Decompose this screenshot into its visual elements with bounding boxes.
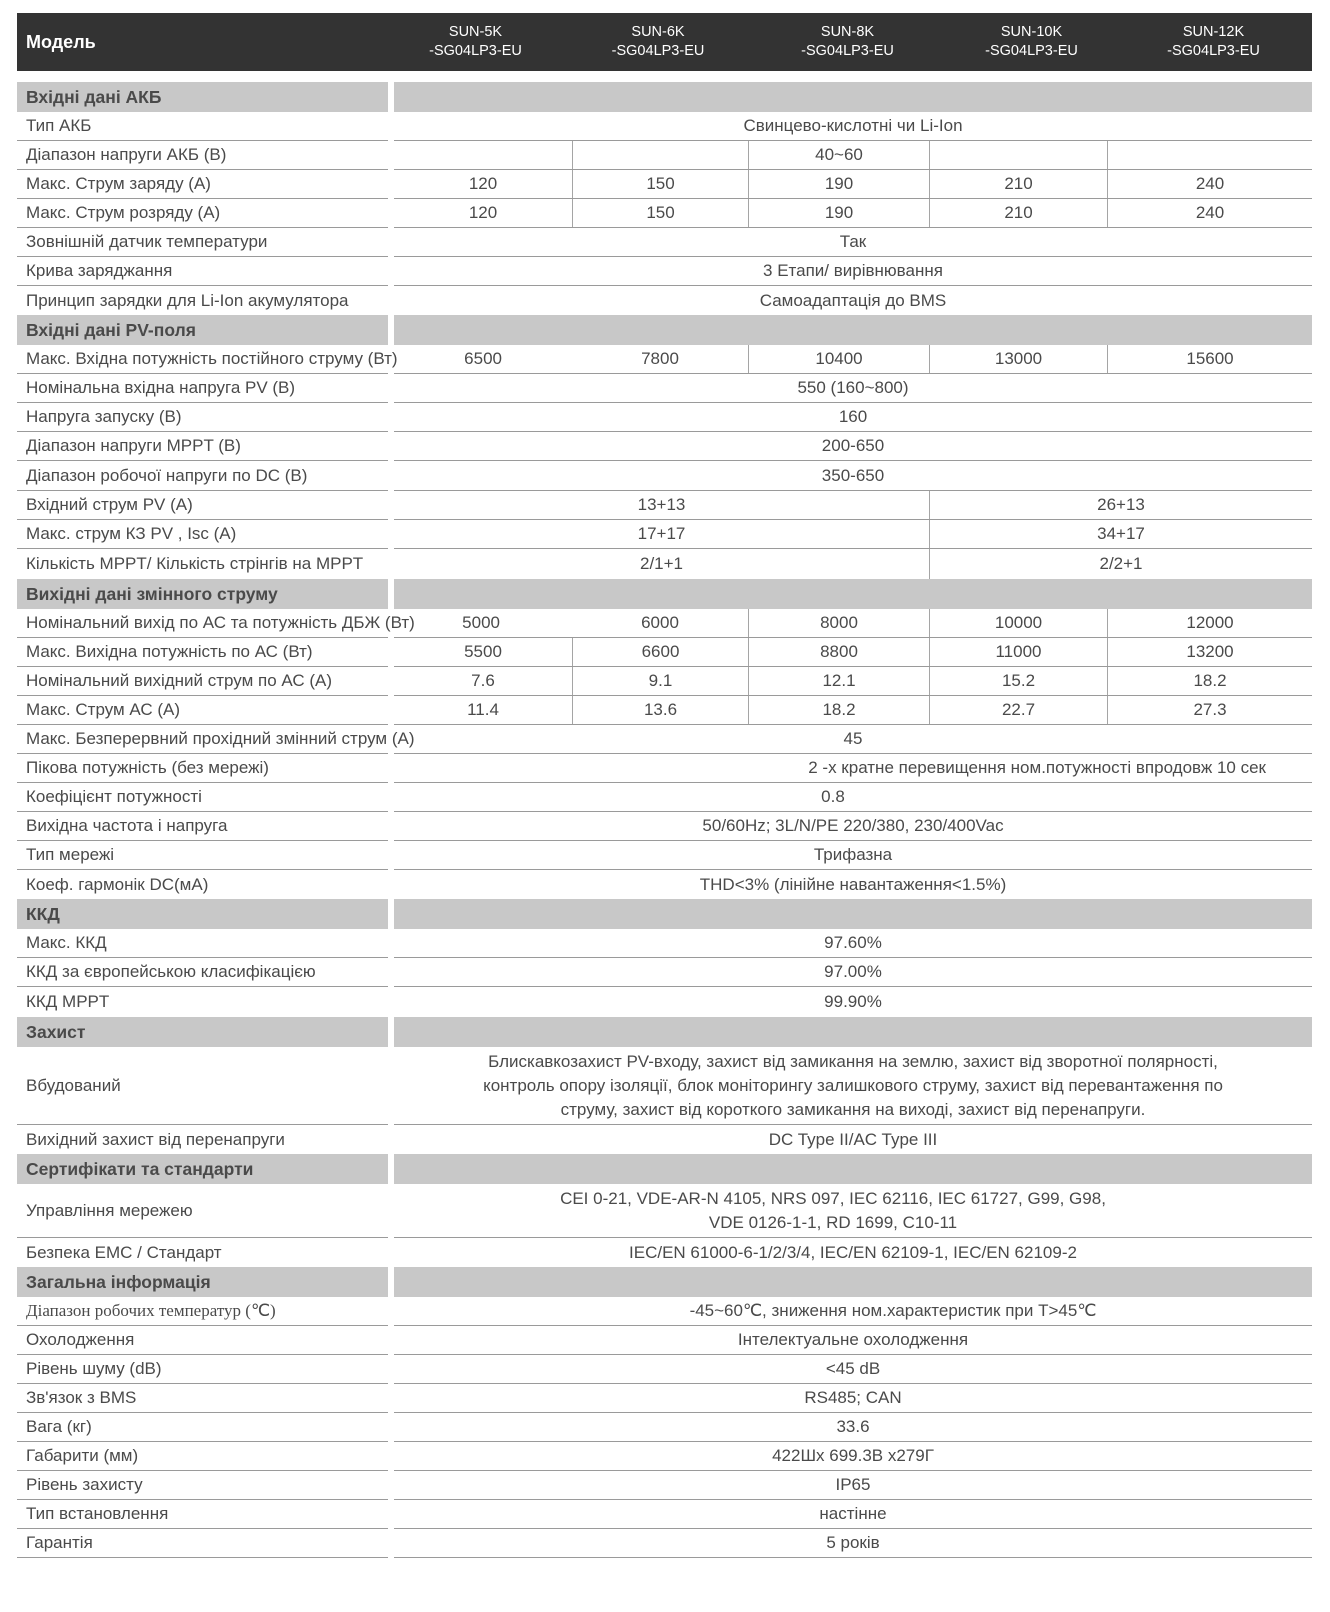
model-suffix: -SG04LP3-EU	[801, 43, 894, 59]
row-value	[394, 1047, 1312, 1124]
row-value: Трифазна	[813, 845, 893, 864]
row-label: Рівень захисту	[17, 1471, 388, 1500]
table-row	[17, 403, 1312, 432]
header-model-label: Модель	[26, 31, 96, 52]
row-label: Напруга запуску (В)	[17, 403, 388, 432]
table-row	[17, 345, 1312, 374]
row-value: 120	[468, 203, 498, 222]
table-row	[17, 461, 1312, 491]
row-value: 11000	[929, 638, 1107, 666]
row-value: 10000	[929, 609, 1107, 637]
table-row	[17, 783, 1312, 812]
section-title: Вихідні дані змінного струму	[17, 579, 388, 609]
row-label: Гарантія	[17, 1529, 388, 1558]
row-value: 422Шx 699.3В x279Г	[772, 1446, 934, 1465]
row-label: Коеф. гармонік DC(мА)	[26, 874, 209, 894]
table-row	[17, 1125, 1312, 1154]
model-column-5k	[382, 23, 569, 61]
table-row	[17, 929, 1312, 958]
row-value: IP65	[835, 1475, 871, 1494]
row-value: 190	[748, 199, 929, 227]
table-row	[17, 520, 1312, 549]
row-value: 12000	[1107, 609, 1312, 637]
row-label: Тип мережі	[17, 841, 388, 870]
section-header-pv	[17, 315, 1312, 345]
row-value: 97.60%	[824, 933, 882, 952]
row-value: 15.2	[929, 667, 1107, 695]
row-value: 550 (160~800)	[797, 378, 909, 397]
model-name: SUN-8K	[820, 24, 875, 40]
row-value: 34+17	[929, 520, 1312, 548]
model-name: SUN-12K	[1182, 24, 1245, 40]
row-value: 40~60	[748, 141, 929, 169]
model-name: SUN-5K	[448, 24, 503, 40]
row-value: 240	[1107, 199, 1312, 227]
row-value: 5 років	[826, 1533, 880, 1552]
row-label: Зв'язок з BMS	[17, 1384, 388, 1413]
row-value: 50/60Hz; 3L/N/PE 220/380, 230/400Vac	[702, 816, 1004, 835]
row-label: Принцип зарядки для Li-Ion акумулятора	[26, 290, 349, 310]
row-label: Макс. Струм розряду (А)	[17, 199, 388, 228]
table-row	[17, 1238, 1312, 1267]
row-label: Управління мережею	[17, 1184, 388, 1238]
section-header-protection	[17, 1017, 1312, 1047]
section-title: Сертифікати та стандарти	[17, 1154, 388, 1184]
row-value: Свинцево-кислотні чи Li-Ion	[743, 116, 963, 135]
table-row	[17, 725, 1312, 754]
row-label: Крива заряджання	[17, 257, 388, 286]
section-header-certificates	[17, 1154, 1312, 1184]
row-value: 150	[572, 170, 748, 198]
row-value: -45~60℃, зниження ном.характеристик при T>45℃	[689, 1301, 1097, 1320]
model-column-8k	[747, 23, 948, 61]
row-label: Макс. струм КЗ PV , Isc (А)	[17, 520, 388, 549]
row-value: IEC/EN 61000-6-1/2/3/4, IEC/EN 62109-1, IEC/EN 62109-2	[629, 1242, 1077, 1262]
table-row	[17, 1047, 1312, 1125]
table-row	[17, 1355, 1312, 1384]
row-value: 15600	[1107, 345, 1312, 373]
table-row	[17, 841, 1312, 870]
row-label: ККД MPPT	[26, 992, 110, 1011]
section-title: Вхідні дані PV-поля	[17, 315, 388, 345]
row-label: Кількість MPPT/ Кількість стрінгів на MPPT	[26, 554, 364, 573]
section-title: Загальна інформація	[17, 1267, 388, 1297]
row-value: 6000	[641, 613, 679, 632]
row-value: настінне	[819, 1504, 887, 1523]
row-value: 99.90%	[824, 992, 882, 1011]
row-label: Вхідний струм PV (А)	[17, 491, 388, 520]
table-row	[17, 549, 1312, 579]
row-value: 27.3	[1107, 696, 1312, 724]
row-label: Діапазон робочої напруги по DC (В)	[17, 461, 388, 491]
row-value: RS485; CAN	[804, 1388, 902, 1407]
row-label: Зовнішній датчик температури	[17, 228, 388, 257]
table-row	[17, 1471, 1312, 1500]
row-value: 11.4	[467, 700, 499, 719]
row-value: 150	[572, 199, 748, 227]
section-header-general	[17, 1267, 1312, 1297]
row-value: 18.2	[748, 696, 929, 724]
row-value: 7800	[641, 349, 679, 368]
row-value: 5500	[464, 642, 502, 661]
row-value: <45 dB	[825, 1359, 881, 1378]
row-value: 120	[468, 174, 498, 193]
table-row	[17, 257, 1312, 286]
row-label: Макс. Безперервний прохідний змінний струм (А)	[17, 725, 388, 754]
row-value: 22.7	[929, 696, 1107, 724]
row-label: Макс. Вихідна потужність по АС (Вт)	[17, 638, 388, 667]
section-header-ac	[17, 579, 1312, 609]
table-row	[17, 1500, 1312, 1529]
row-label: Номінальна вхідна напруга PV (В)	[17, 374, 388, 403]
row-label: Безпека ЕМС / Стандарт	[26, 1242, 222, 1262]
table-row	[17, 958, 1312, 987]
table-row	[17, 1384, 1312, 1413]
value-line: VDE 0126-1-1, RD 1699, C10-11	[708, 1212, 958, 1232]
model-suffix: -SG04LP3-EU	[1167, 43, 1260, 59]
row-value: Самоадаптація до BMS	[759, 290, 947, 310]
row-label: Габарити (мм)	[17, 1442, 388, 1471]
table-row	[17, 286, 1312, 315]
table-row	[17, 112, 1312, 141]
row-value: 160	[838, 407, 868, 426]
table-row	[17, 1297, 1312, 1326]
table-row	[17, 812, 1312, 841]
table-row	[17, 667, 1312, 696]
model-name: SUN-10K	[1000, 24, 1063, 40]
row-label: Діапазон напруги MPPT (В)	[17, 432, 388, 461]
section-title: Захист	[17, 1017, 388, 1047]
row-value: 97.00%	[824, 962, 882, 981]
model-name: SUN-6K	[631, 24, 685, 40]
spec-table	[17, 13, 1312, 1558]
row-value: 6500	[464, 349, 502, 368]
model-suffix: -SG04LP3-EU	[985, 43, 1078, 59]
row-value: 6600	[572, 638, 748, 666]
row-label: Макс. Вхідна потужність постійного струму (Вт)	[17, 345, 388, 374]
section-header-battery	[17, 82, 1312, 112]
row-value: 7.6	[471, 671, 495, 690]
row-value: 200-650	[821, 436, 885, 455]
row-value: 8800	[748, 638, 929, 666]
row-label: Вага (кг)	[17, 1413, 388, 1442]
row-value: 240	[1107, 170, 1312, 198]
section-title: ККД	[17, 899, 388, 929]
row-value: 190	[748, 170, 929, 198]
row-label: Вихідна частота і напруга	[17, 812, 388, 841]
row-value: 13000	[929, 345, 1107, 373]
row-value: 210	[929, 199, 1107, 227]
table-row	[17, 1326, 1312, 1355]
row-value: 3 Етапи/ вирівнювання	[763, 261, 943, 280]
section-header-efficiency	[17, 899, 1312, 929]
model-suffix: -SG04LP3-EU	[429, 43, 522, 59]
row-value: 2/1+1	[639, 554, 683, 573]
row-value: 26+13	[929, 491, 1312, 519]
row-label: Макс. Струм АС (А)	[17, 696, 388, 725]
row-label: Коефіцієнт потужності	[17, 783, 388, 812]
table-row	[17, 696, 1312, 725]
table-row	[17, 987, 1312, 1017]
row-label: Вихідний захист від перенапруги	[26, 1129, 285, 1149]
row-value	[394, 1184, 1312, 1237]
table-row	[17, 170, 1312, 199]
row-value: 45	[843, 729, 863, 748]
table-row	[17, 374, 1312, 403]
row-label: Рівень шуму (dB)	[17, 1355, 388, 1384]
row-value: 33.6	[836, 1417, 870, 1436]
row-value: 8000	[748, 609, 929, 637]
value-line: CEI 0-21, VDE-AR-N 4105, NRS 097, IEC 62116, IEC 61727, G99, G98,	[560, 1188, 1106, 1208]
row-label: Діапазон напруги АКБ (В)	[17, 141, 388, 170]
value-line: контроль опору ізоляції, блок моніторингу залишкового струму, захист від перевантаження по	[483, 1075, 1223, 1095]
row-label: Пікова потужність (без мережі)	[17, 754, 388, 783]
row-value: 17+17	[637, 524, 686, 543]
table-row	[17, 1529, 1312, 1558]
model-suffix: -SG04LP3-EU	[611, 43, 705, 59]
model-column-10k	[948, 23, 1115, 61]
table-row	[17, 609, 1312, 638]
row-label: Номінальний вихід по АС та потужність ДБЖ (Вт)	[17, 609, 388, 638]
row-value: 10400	[748, 345, 929, 373]
row-label: Охолодження	[17, 1326, 388, 1355]
table-header	[17, 13, 1312, 71]
table-row	[17, 491, 1312, 520]
model-column-6k	[569, 23, 747, 61]
row-value: 12.1	[748, 667, 929, 695]
table-row	[17, 1184, 1312, 1238]
table-row	[17, 432, 1312, 461]
row-value: 9.1	[572, 667, 748, 695]
table-row	[17, 1413, 1312, 1442]
row-value: DC Type II/AC Type III	[768, 1129, 938, 1149]
row-value: 18.2	[1107, 667, 1312, 695]
row-label: Вбудований	[17, 1047, 388, 1125]
table-row	[17, 199, 1312, 228]
model-column-12k	[1115, 23, 1312, 61]
row-label: Макс. ККД	[17, 929, 388, 958]
table-row	[17, 1442, 1312, 1471]
table-row	[17, 754, 1312, 783]
table-row	[17, 141, 1312, 170]
row-value: 13.6	[572, 696, 748, 724]
row-value: THD<3% (лінійне навантаження<1.5%)	[699, 874, 1007, 894]
row-value: 0.8	[821, 787, 845, 806]
row-value: 5000	[462, 613, 500, 632]
row-value: 210	[929, 170, 1107, 198]
value-line: Блискавкозахист PV-входу, захист від замикання на землю, захист від зворотної полярності,	[488, 1051, 1218, 1071]
row-label: Номінальний вихідний струм по АС (А)	[17, 667, 388, 696]
row-label: Тип АКБ	[17, 112, 388, 141]
table-row	[17, 228, 1312, 257]
row-value: Інтелектуальне охолодження	[737, 1330, 969, 1349]
row-label: Макс. Струм заряду (А)	[17, 170, 388, 199]
row-value: 13+13	[637, 495, 686, 514]
table-row	[17, 870, 1312, 899]
row-value: 350-650	[821, 465, 885, 485]
row-label: Діапазон робочих температур (℃)	[17, 1297, 388, 1326]
row-label: ККД за європейською класифікацією	[17, 958, 388, 987]
row-value: 13200	[1107, 638, 1312, 666]
row-value: 2 -х кратне перевищення ном.потужності впродовж 10 сек	[808, 758, 1266, 777]
row-value: 2/2+1	[929, 549, 1312, 579]
row-value: Так	[839, 232, 867, 251]
row-label: Тип встановлення	[17, 1500, 388, 1529]
table-row	[17, 638, 1312, 667]
value-line: струму, захист від короткого замикання на виході, захист від перенапруги.	[560, 1099, 1146, 1119]
section-title: Вхідні дані АКБ	[17, 82, 388, 112]
